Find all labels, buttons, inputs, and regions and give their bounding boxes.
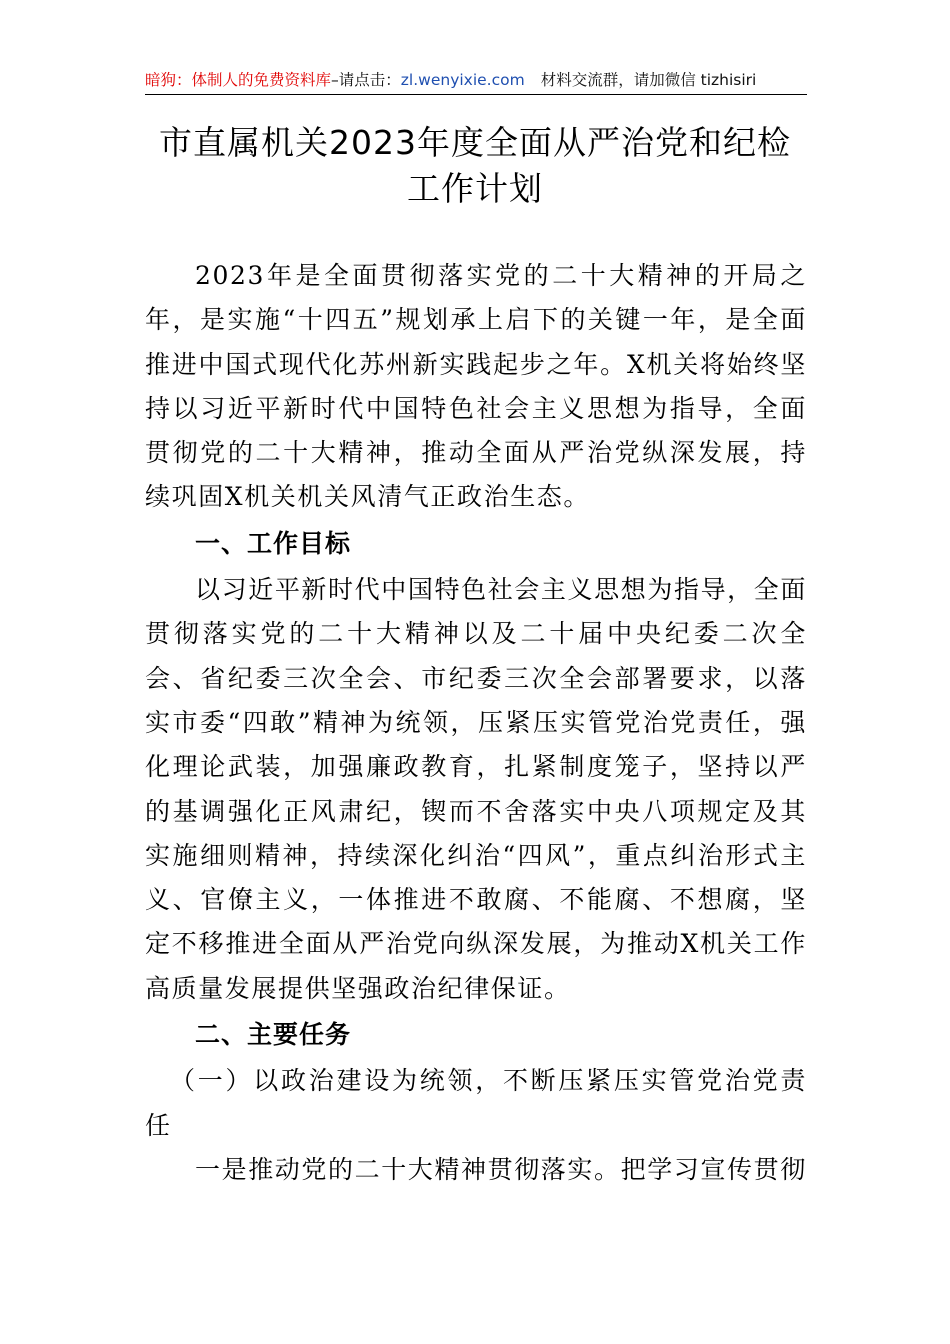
intro-paragraph: 2023年是全面贯彻落实党的二十大精神的开局之年，是实施“十四五”规划承上启下的关键一年，是全面推进中国式现代化苏州新实践起步之年。X机关将始终坚持以习近平新时代中国特色社会主义思想为指导，全面贯彻党的二十大精神，推动全面从严治党纵深发展，持续巩固X机关机关风清气正政治生态。 xyxy=(145,261,807,512)
document-title xyxy=(100,120,850,212)
subsection-paragraph-1: 一是推动党的二十大精神贯彻落实。把学习宣传贯彻 xyxy=(195,1154,807,1184)
contact-text: 材料交流群，请加微信 tizhisiri xyxy=(540,71,757,89)
subsection-heading-1: （一）以政治建设为统领，不断压紧压实管党治党责任 xyxy=(145,1066,807,1140)
document-body xyxy=(145,254,807,1192)
watermark-header xyxy=(145,66,807,95)
goals-paragraph: 以习近平新时代中国特色社会主义思想为指导，全面贯彻落实党的二十大精神以及二十届中央纪委二次全会、省纪委三次全会、市纪委三次全会部署要求，以落实市委“四敢”精神为统领，压紧压实管党治党责任，强化理论武装，加强廉政教育，扎紧制度笼子，坚持以严的基调强化正风肃纪，锲而不舍落实中央八项规定及其实施细则精神，持续深化纠治“四风”，重点纠治形式主义、官僚主义，一体推进不敢腐、不能腐、不想腐，坚定不移推进全面从严治党向纵深发展，为推动X机关工作高质量发展提供坚强政治纪律保证。 xyxy=(145,575,807,1003)
section-heading-goals: 一、工作目标 xyxy=(195,528,352,558)
section-heading-tasks: 二、主要任务 xyxy=(195,1020,352,1050)
title-line-1: 市直属机关2023年度全面从严治党和纪检 xyxy=(159,123,791,162)
site-link[interactable]: zl.wenyixie.com xyxy=(400,71,525,89)
click-prefix: –请点击： xyxy=(331,71,401,89)
promo-text: 暗狗：体制人的免费资料库 xyxy=(145,71,332,89)
title-line-2: 工作计划 xyxy=(407,169,543,208)
